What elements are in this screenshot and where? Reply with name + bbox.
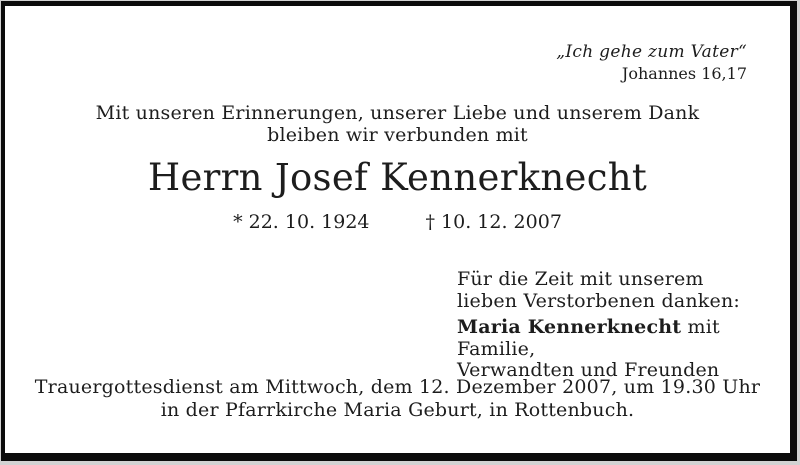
service-line-2: in der Pfarrkirche Maria Geburt, in Rottenbuch. [160,398,635,421]
intro-line-1: Mit unseren Erinnerungen, unserer Liebe und unserem Dank [95,102,700,124]
thanks-line-1: Für die Zeit mit unserem [457,268,704,290]
family-line-2: Verwandten und Freunden [457,359,720,381]
intro-text [5,103,790,146]
scripture-quote: „Ich gehe zum Vater“ [556,42,747,62]
quote-block [556,42,747,84]
family-suffix: mit Familie, [457,316,720,360]
intro-line-2: bleiben wir verbunden mit [267,123,528,146]
family-name: Maria Kennerknecht [457,316,682,338]
birth-date: * 22. 10. 1924 [233,211,370,233]
life-dates [5,211,790,233]
obituary-page [1,1,797,461]
thanks-line-2: lieben Verstorbenen danken: [457,289,740,312]
mourners-block [457,269,790,382]
obituary-content [5,6,790,453]
service-info [5,376,790,421]
scripture-reference: Johannes 16,17 [621,64,747,83]
deceased-name: Herrn Josef Kennerknecht [147,156,648,199]
family-line-1 [457,317,790,360]
service-line-1: Trauergottesdienst am Mittwoch, dem 12. Dezember 2007, um 19.30 Uhr [34,376,761,398]
death-date: † 10. 12. 2007 [425,211,562,233]
